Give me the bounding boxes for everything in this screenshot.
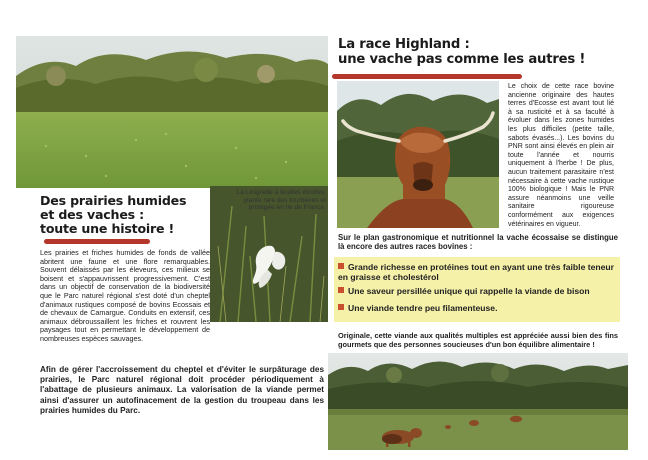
- left-heading-underline: [44, 239, 150, 244]
- right-heading-line2: une vache pas comme les autres !: [338, 51, 586, 67]
- left-heading-line3: toute une histoire !: [40, 221, 175, 237]
- right-heading-underline: [332, 74, 522, 79]
- bullet-item-3: [338, 303, 616, 313]
- caption-line3: protégée en Ile de France.: [248, 204, 326, 212]
- left-heading-line2: et des vaches :: [40, 207, 144, 223]
- left-heading: [40, 194, 186, 236]
- bullet-square-icon: [338, 304, 344, 310]
- left-bold-paragraph: Afin de gérer l'accroissement du cheptel et d'éviter le surpâturage des prairies, le Parc naturel régional doit procéder périodiquement à l'abattage de plusieurs animaux. La valorisation de la viande permet ainsi d'assurer un autofinacement de la gestion du troupeau dans les prairies humides du Parc.: [40, 365, 324, 415]
- highland-cow-photo: [337, 81, 499, 228]
- caption-line2: plante rare des tourbières et: [243, 196, 326, 204]
- right-heading: [338, 38, 585, 68]
- left-body-text: Les prairies et friches humides de fonds de vallée abritent une faune et une flore remarquables. Souvent délaissés par les éleveurs, ces milieux se boisent et s'appauvrissent progressivement. C'est dans un objectif de conservation de la biodiversité que le Parc naturel régional s'est doté d'un cheptel d'animaux rustiques composé de bovins Ecossais et de chevaux de Camargue. Conduits en extensif, ces animaux débroussaillent les friches et rouvrent les paysages tout en permettant le développement de nombreuses espèces sauvages.: [40, 248, 210, 343]
- caption-line1: La Linigrette à feuilles étroites,: [236, 189, 326, 196]
- meadow-photo: [16, 36, 328, 188]
- right-side-text: Le choix de cette race bovine ancienne originaire des hautes terres d'Ecosse est avant tout lié à sa rusticité et à sa faculté à évoluer dans les zones humides les plus difficiles (petite taille, sabots évasés...). Les bovins du PNR sont ainsi élevés en plein air toute l'année et nourris uniquement à l'herbe ! De plus, aucun traitement parasitaire n'est nécessaire à cette vache rustique 100% biologique ! Mais le PNR assure néanmoins une veille sanitaire rigoureuse conformément aux exigences vétérinaires en vigueur.: [508, 83, 614, 228]
- bullet-item-1: [338, 262, 616, 282]
- photo-caption: [222, 189, 326, 212]
- bullet-square-icon: [338, 287, 344, 293]
- right-heading-line1: La race Highland :: [338, 37, 470, 52]
- bullet-box: [334, 257, 620, 322]
- bullet-text-3: Une viande tendre peu filamenteuse.: [348, 303, 498, 313]
- bullet-square-icon: [338, 263, 344, 269]
- bullet-text-1: Grande richesse en protéines tout en ayant une très faible teneur en graisse et cholestérol: [338, 262, 615, 282]
- closing-text: Originale, cette viande aux qualités multiples est appréciée aussi bien des fins gourmets que des personnes soucieuses d'un bon équilibre alimentaire !: [338, 331, 618, 349]
- bullet-text-2: Une saveur persillée unique qui rappelle la viande de bison: [348, 286, 590, 296]
- bullet-item-2: [338, 286, 616, 296]
- right-plan-text: Sur le plan gastronomique et nutritionnel la vache écossaise se distingue là encore des autres races bovines :: [338, 233, 618, 252]
- left-heading-line1: Des prairies humides: [40, 193, 187, 208]
- herd-field-photo: [328, 353, 628, 450]
